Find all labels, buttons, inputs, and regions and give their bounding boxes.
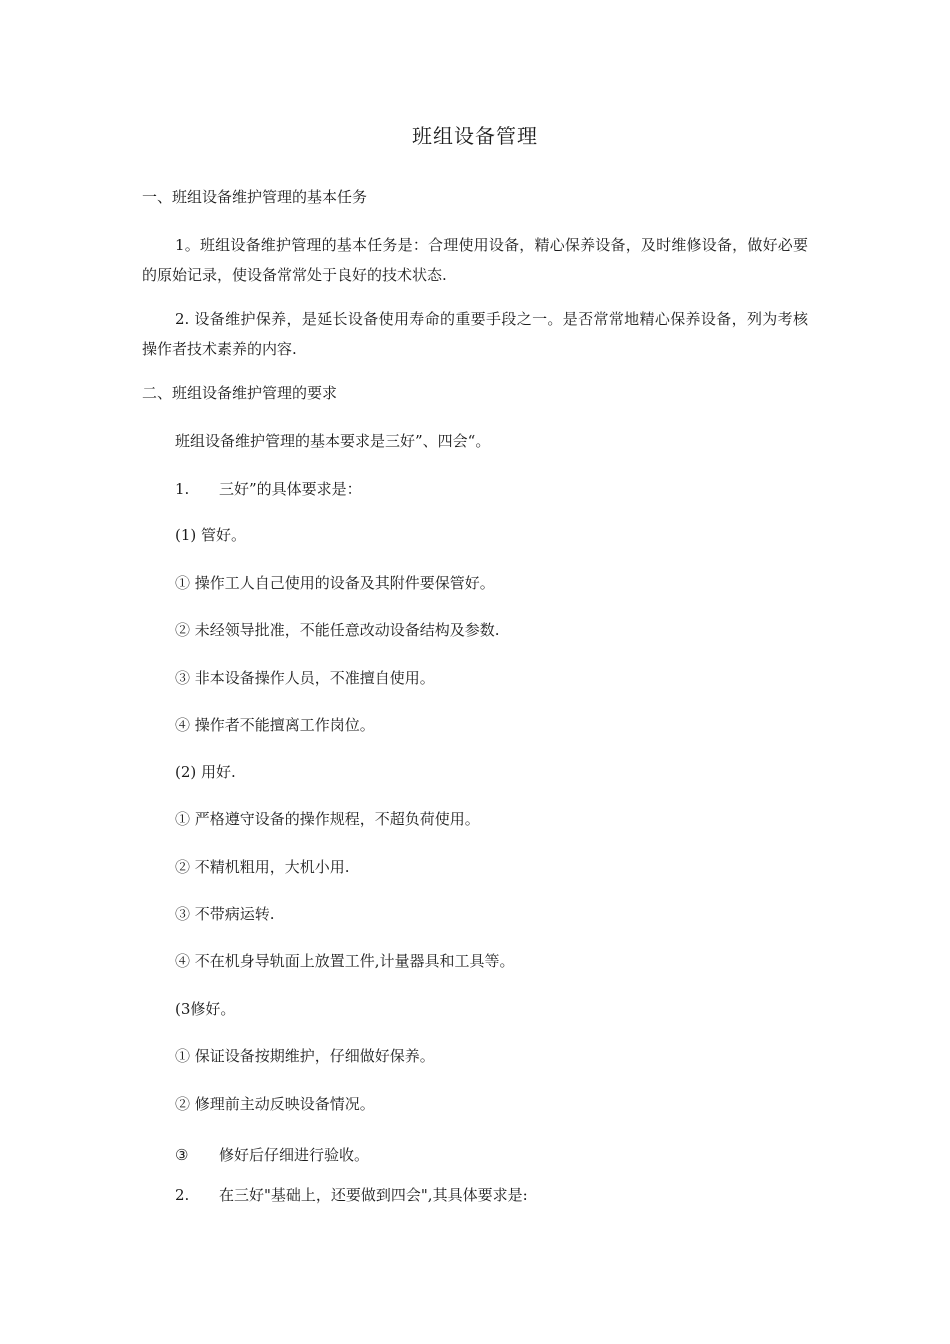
list-item: ② 修理前主动反映设备情况。 <box>175 1095 375 1113</box>
paragraph-1: 1。班组设备维护管理的基本任务是：合理使用设备，精心保养设备，及时维修设备，做好必要的原始记录，使设备常常处于良好的技术状态. <box>142 236 808 284</box>
sub-heading-2: (2) 用好. <box>175 763 236 781</box>
list-item <box>175 1142 369 1168</box>
list-item-1 <box>175 476 362 502</box>
list-item: ① 保证设备按期维护，仔细做好保养。 <box>175 1047 435 1065</box>
list-item-text: 修好后仔细进行验收。 <box>219 1146 370 1164</box>
list-number: 1. <box>175 480 190 498</box>
list-item: ② 未经领导批准，不能任意改动设备结构及参数. <box>175 621 500 639</box>
requirements-intro: 班组设备维护管理的基本要求是三好”、四会“。 <box>175 432 491 450</box>
list-item: ② 不精机粗用，大机小用. <box>175 858 350 876</box>
paragraph-2: 2. 设备维护保养，是延长设备使用寿命的重要手段之一。是否常常地精心保养设备，列为考核操作者技术素养的内容. <box>142 310 808 358</box>
list-item-2 <box>175 1182 528 1208</box>
list-number: 2. <box>175 1186 190 1204</box>
section-heading-1: 一、班组设备维护管理的基本任务 <box>142 188 368 206</box>
list-item: ① 严格遵守设备的操作规程，不超负荷使用。 <box>175 810 480 828</box>
list-item: ③ 非本设备操作人员，不准擅自使用。 <box>175 669 435 687</box>
list-number: ③ <box>175 1146 189 1164</box>
list-item: ① 操作工人自己使用的设备及其附件要保管好。 <box>175 574 495 592</box>
sub-heading-1: (1) 管好。 <box>175 526 247 544</box>
list-item-text: 三好”的具体要求是： <box>219 480 362 498</box>
list-item: ④ 操作者不能擅离工作岗位。 <box>175 716 375 734</box>
list-item-text: 在三好"基础上，还要做到四会",其具体要求是: <box>219 1186 528 1204</box>
section-heading-2: 二、班组设备维护管理的要求 <box>142 384 338 402</box>
list-item: ③ 不带病运转. <box>175 905 275 923</box>
sub-heading-3: (3修好。 <box>175 1000 236 1018</box>
list-item: ④ 不在机身导轨面上放置工件,计量器具和工具等。 <box>175 952 515 970</box>
page-title: 班组设备管理 <box>412 124 538 148</box>
